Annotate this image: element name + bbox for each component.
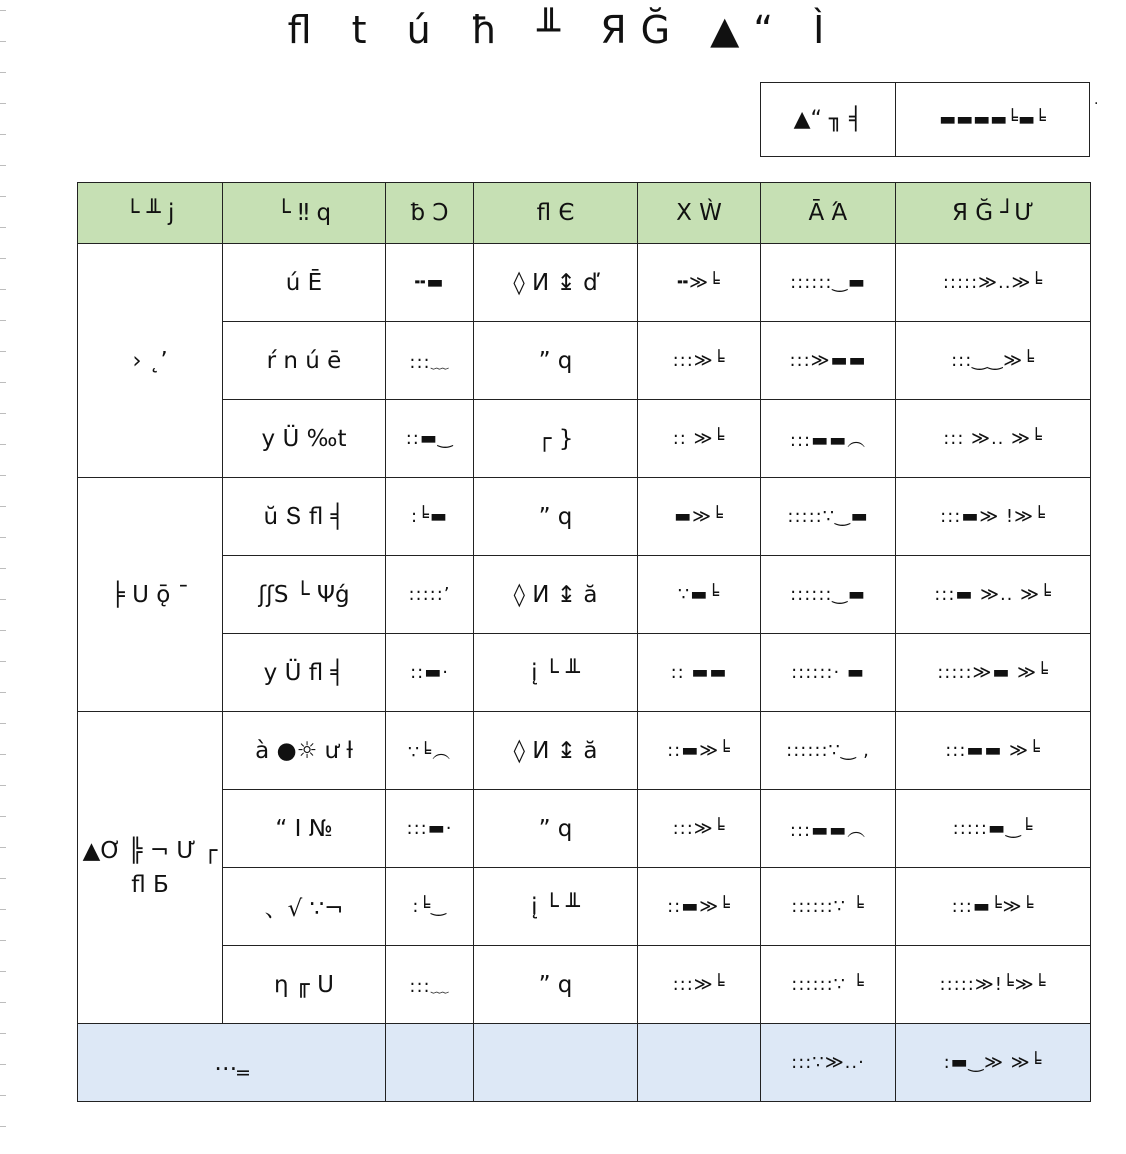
tick-mark [0,444,6,445]
table-row [78,868,1091,946]
header-cell: └ ‼ q [223,183,386,244]
table-row [78,322,1091,400]
tick-mark [0,785,6,786]
tick-mark [0,289,6,290]
table-cell: y Ü ‰t [223,400,386,478]
table-cell: ” q [474,946,638,1024]
table-row [78,478,1091,556]
table-cell: ::▬≫╘ [638,868,761,946]
tick-mark [0,630,6,631]
tick-mark [0,537,6,538]
tick-mark [0,847,6,848]
table-cell: :::≫╘ [638,322,761,400]
tick-mark [0,599,6,600]
table-cell: ” q [474,790,638,868]
tick-mark [0,196,6,197]
table-row [78,634,1091,712]
group-label: › ˛’ [78,244,223,478]
total-row [78,1024,1091,1102]
table-cell: :: ≫╘ [638,400,761,478]
tick-mark [0,103,6,104]
header-row [78,183,1091,244]
tick-mark [0,878,6,879]
table-cell: :::▬▬︵ [761,400,896,478]
table-cell: à ●☼ ư ƚ [223,712,386,790]
table-cell: :::▬▬ ≫╘ [896,712,1091,790]
table-cell: ŕ n ú ē [223,322,386,400]
total-cell [474,1024,638,1102]
table-cell: :::‿‿≫╘ [896,322,1091,400]
table-cell: :╘▬ [386,478,474,556]
meta-box [760,82,1090,157]
table-cell: ▬≫╘ [638,478,761,556]
table-cell: :::::≫▬ ≫╘ [896,634,1091,712]
table-cell: :::::’ [386,556,474,634]
table-cell: ::▬‿ [386,400,474,478]
table-cell: ::::::∵ ╘ [761,868,896,946]
tick-mark [0,723,6,724]
table-cell: ” q [474,322,638,400]
tick-mark [0,940,6,941]
table-cell: ::::::∵ ╘ [761,946,896,1024]
tick-mark [0,382,6,383]
table-row [78,400,1091,478]
tick-mark [0,909,6,910]
header-cell: └ ╨ j [78,183,223,244]
table-row [78,946,1091,1024]
table-cell: ╍≫╘ [638,244,761,322]
meta-value: ▬▬▬▬╘▬╘ [939,109,1046,130]
tick-mark [0,320,6,321]
table-cell: ::::::· ▬ [761,634,896,712]
table-cell: :::::∵‿▬ [761,478,896,556]
header-cell: Ā Ά [761,183,896,244]
tick-mark [0,1126,6,1127]
table-cell: ∵╘︵ [386,712,474,790]
table-cell: ::::::‿▬ [761,244,896,322]
tick-mark [0,506,6,507]
table-cell: į └ ╨ [474,634,638,712]
table-row [78,244,1091,322]
table-cell: ┌ } [474,400,638,478]
header-cell: ƀ Ͻ [386,183,474,244]
table-cell: 、√ ∵¬ [223,868,386,946]
table-cell: į └ ╨ [474,868,638,946]
table-cell: ◊ И ↨ ď [474,244,638,322]
tick-mark [0,816,6,817]
table-cell: ::: ≫.. ≫╘ [896,400,1091,478]
table-cell: ::::::∵‿ , [761,712,896,790]
group-label: ╞ Ս ǭ ¯ [78,478,223,712]
total-cell: :▬‿≫ ≫╘ [896,1024,1091,1102]
table-cell: ◊ И ↨ ă [474,556,638,634]
meta-dot: · [1094,96,1099,112]
table-cell: ŭ Տ ﬂ ╡ [223,478,386,556]
tick-mark [0,1064,6,1065]
meta-key: ▲“ ╖ ╡ [761,83,896,156]
total-label: …‗ [78,1024,386,1102]
tick-mark [0,1002,6,1003]
table-cell: :::▬▬︵ [761,790,896,868]
table-cell: y Ü ﬂ ╡ [223,634,386,712]
table-cell: ú Ē [223,244,386,322]
tick-mark [0,475,6,476]
tick-mark [0,1033,6,1034]
table-cell: :::≫╘ [638,946,761,1024]
tick-mark [0,351,6,352]
table-cell: :::﹏ [386,322,474,400]
tick-mark [0,568,6,569]
table-cell: :::▬ ≫.. ≫╘ [896,556,1091,634]
tick-mark [0,754,6,755]
table-cell: “ I № [223,790,386,868]
header-cell: ﬂ Є [474,183,638,244]
group-label: ▲Ơ ╠ ¬ Ư ┌ ﬂ Б [78,712,223,1024]
table-cell: ʃʃS └ Ψǵ [223,556,386,634]
header-cell: Я Ğ ┘Ư [896,183,1091,244]
table-cell: ◊ И ↨ ă [474,712,638,790]
table-cell: :::▬≫ !≫╘ [896,478,1091,556]
header-cell: Χ Ẁ [638,183,761,244]
tick-mark [0,165,6,166]
table-row [78,790,1091,868]
table-body [78,244,1091,1102]
tick-mark [0,258,6,259]
table-cell: η ╓ Ս [223,946,386,1024]
table-cell: :::::≫!╘≫╘ [896,946,1091,1024]
tick-mark [0,971,6,972]
table-cell: ∵▬╘ [638,556,761,634]
tick-mark [0,413,6,414]
tick-mark [0,134,6,135]
table-cell: ::▬· [386,634,474,712]
data-table [77,182,1091,1102]
tick-mark [0,1095,6,1096]
page-title: ﬂ t ú ħ ╨ ЯĞ ▲“ Ì [287,8,839,52]
total-cell: :::∵≫..· [761,1024,896,1102]
table-cell: :::▬· [386,790,474,868]
total-cell [638,1024,761,1102]
tick-mark [0,72,6,73]
table-cell: :::::≫..≫╘ [896,244,1091,322]
table-cell: :: ▬▬ [638,634,761,712]
tick-mark [0,661,6,662]
table-cell: :╘‿ [386,868,474,946]
table-cell: ::▬≫╘ [638,712,761,790]
margin-ticks [0,0,8,1154]
table-cell: :::::▬‿╘ [896,790,1091,868]
total-cell [386,1024,474,1102]
table-row [78,712,1091,790]
table-cell: :::﹏ [386,946,474,1024]
table-cell: ::::::‿▬ [761,556,896,634]
table-cell: :::≫▬▬ [761,322,896,400]
table-row [78,556,1091,634]
tick-mark [0,227,6,228]
table-cell: ” q [474,478,638,556]
tick-mark [0,692,6,693]
table-cell: :::≫╘ [638,790,761,868]
table-cell: :::▬╘≫╘ [896,868,1091,946]
table-cell: ╍▬ [386,244,474,322]
